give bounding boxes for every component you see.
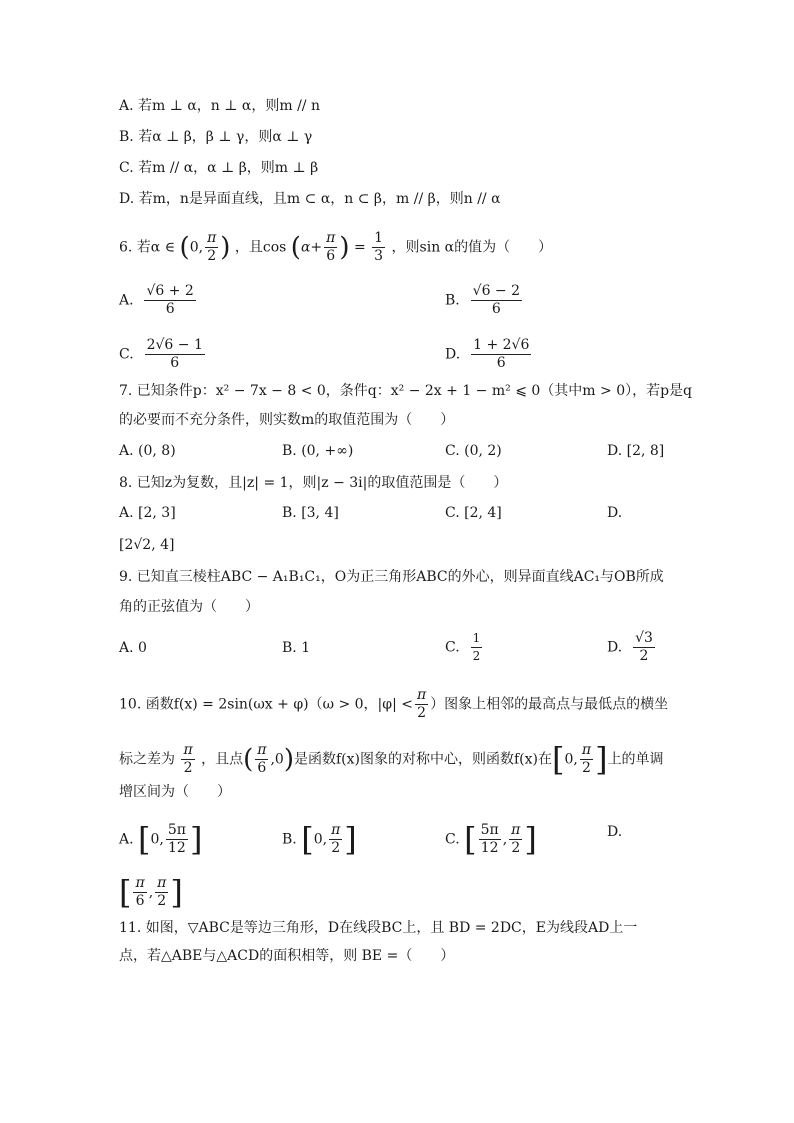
q10-option-a: A. [0, $\frac{5\pi}{12}$ ] bbox=[119, 820, 203, 859]
q8-option-d: D. bbox=[607, 505, 623, 521]
question-10-cont2: 增区间为（ ） bbox=[119, 784, 231, 800]
q5-option-b: B. 若α ⊥ β，β ⊥ γ，则α ⊥ γ bbox=[119, 129, 313, 145]
q8-option-a: A. [2, 3] bbox=[119, 505, 176, 521]
question-10: 10. 函数f(x) = 2sin(ωx + φ)（ω > 0，|φ| < $\frac{\pi}{2}$ ）图象上相邻的最高点与最低点的横坐 bbox=[119, 687, 669, 721]
question-11-cont: 点，若△ABE与△ACD的面积相等，则 BE =（ ） bbox=[119, 948, 455, 964]
q9-option-a: A. 0 bbox=[119, 640, 147, 656]
q6-option-a: A. $\frac{√6 + 2}{6}$ bbox=[119, 283, 194, 317]
q10-option-b: B. [0, $\frac{\pi}{2}$ ] bbox=[282, 820, 357, 859]
q7-option-b: B. (0, +∞) bbox=[282, 443, 354, 459]
question-7-cont: 的必要而不充分条件，则实数m的取值范围为（ ） bbox=[119, 412, 455, 428]
q8-option-c: C. [2, 4] bbox=[445, 505, 502, 521]
q9-option-b: B. 1 bbox=[282, 640, 311, 656]
q7-option-a: A. (0, 8) bbox=[119, 443, 176, 459]
question-7: 7. 已知条件p：x² − 7x − 8 < 0，条件q：x² − 2x + 1 − m² ⩽ 0（其中m > 0），若p是q bbox=[119, 383, 693, 399]
q6-option-c: C. $\frac{2√6 - 1}{6}$ bbox=[119, 337, 203, 371]
q7-option-c: C. (0, 2) bbox=[445, 443, 502, 459]
q6-option-b: B. $\frac{√6 - 2}{6}$ bbox=[445, 283, 521, 317]
q10-option-c: C. [ $\frac{5\pi}{12}$ , $\frac{\pi}{2}$ ] bbox=[445, 820, 537, 859]
q5-option-a: A. 若m ⊥ α，n ⊥ α，则m // n bbox=[119, 98, 320, 114]
question-11: 11. 如图，▽ABC是等边三角形，D在线段BC上，且 BD = 2DC，E为线段AD上一 bbox=[119, 920, 638, 936]
q9-option-c: C. $\frac{1}{2}$ bbox=[445, 631, 481, 663]
question-6: 6. 若α ∈ (0, $\frac{\pi}{2}$ ) ，且cos (α+ $\frac{\pi}{6}$ ) = $\frac{1}{3}$ ，则sin α的值为（ ） bbox=[119, 230, 553, 264]
q6-option-d: D. $\frac{1 + 2√6}{6}$ bbox=[445, 337, 530, 371]
q7-option-d: D. [2, 8] bbox=[607, 443, 665, 459]
question-8: 8. 已知z为复数，且|z| = 1，则|z − 3i|的取值范围是（ ） bbox=[119, 475, 508, 491]
q5-option-d: D. 若m，n是异面直线，且m ⊂ α，n ⊂ β，m // β，则n // α bbox=[119, 191, 501, 207]
q8-option-d-value: [2√2, 4] bbox=[119, 537, 175, 553]
q9-option-d: D. $\frac{√3}{2}$ bbox=[607, 630, 653, 664]
q10-option-d: D. bbox=[607, 824, 623, 840]
question-9: 9. 已知直三棱柱ABC − A₁B₁C₁，O为正三角形ABC的外心，则异面直线AC₁与OB所成 bbox=[119, 569, 664, 585]
question-9-cont: 角的正弦值为（ ） bbox=[119, 599, 259, 615]
q10-option-d-value: [ $\frac{\pi}{6}$ , $\frac{\pi}{2}$ ] bbox=[119, 873, 183, 912]
q8-option-b: B. [3, 4] bbox=[282, 505, 339, 521]
q5-option-c: C. 若m // α，α ⊥ β，则m ⊥ β bbox=[119, 160, 319, 176]
question-10-cont: 标之差为 $\frac{\pi}{2}$ ，且点( $\frac{\pi}{6}$ ,0)是函数f(x)图象的对称中心，则函数f(x)在[0, $\frac{\pi}{2}$ ]上的单调 bbox=[119, 740, 664, 779]
